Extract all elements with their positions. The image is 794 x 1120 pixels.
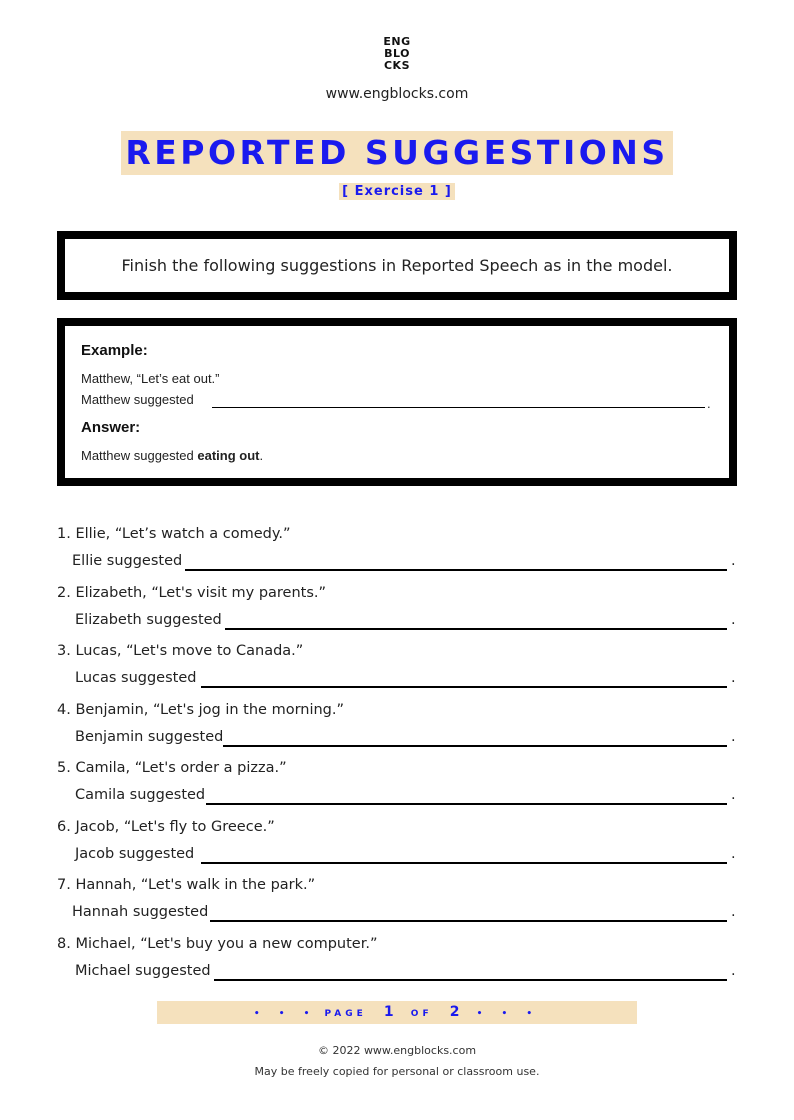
answer-line[interactable] — [225, 628, 727, 630]
answer-line[interactable] — [185, 569, 727, 571]
example-label: Example: — [81, 342, 148, 359]
question-text: 7. Hannah, “Let's walk in the park.” — [57, 877, 316, 893]
example-box — [57, 318, 737, 486]
question-text: 8. Michael, “Let's buy you a new computer.” — [57, 936, 378, 952]
question-item — [0, 702, 794, 760]
page-total: 2 — [449, 1004, 460, 1020]
question-text: 2. Elizabeth, “Let's visit my parents.” — [57, 585, 327, 601]
answer-line[interactable] — [206, 803, 727, 805]
end-period: . — [731, 670, 736, 686]
pager-dots-right: • • • — [476, 1009, 541, 1019]
answer-prefix: Matthew suggested — [81, 448, 198, 463]
question-item — [0, 526, 794, 584]
question-item — [0, 760, 794, 818]
answer-line[interactable] — [201, 862, 727, 864]
example-quote: Matthew, “Let’s eat out.” — [81, 371, 220, 386]
question-text: 5. Camila, “Let's order a pizza.” — [57, 760, 287, 776]
logo-line: CKS — [383, 59, 411, 72]
exercise-tag: [ Exercise 1 ] — [339, 183, 455, 200]
question-text: 4. Benjamin, “Let's jog in the morning.” — [57, 702, 345, 718]
answer-prompt: Jacob suggested — [75, 846, 195, 862]
answer-prompt: Michael suggested — [75, 963, 211, 979]
answer-prompt: Ellie suggested — [72, 553, 183, 569]
page-current: 1 — [383, 1004, 394, 1020]
logo-line: BLO — [384, 47, 410, 60]
end-period: . — [731, 787, 736, 803]
page-word: PAGE — [324, 1009, 367, 1019]
example-answer — [81, 448, 263, 463]
question-item — [0, 643, 794, 701]
of-word: OF — [410, 1009, 433, 1019]
answer-line[interactable] — [223, 745, 727, 747]
question-text: 3. Lucas, “Let's move to Canada.” — [57, 643, 304, 659]
question-item — [0, 585, 794, 643]
end-period: . — [731, 553, 736, 569]
usage-note: May be freely copied for personal or classroom use. — [254, 1065, 540, 1078]
page-title: REPORTED SUGGESTIONS — [121, 131, 672, 175]
engblocks-logo — [0, 36, 794, 72]
end-period: . — [731, 963, 736, 979]
end-period: . — [731, 612, 736, 628]
answer-prompt: Elizabeth suggested — [75, 612, 222, 628]
answer-line[interactable] — [210, 920, 727, 922]
answer-suffix: . — [259, 448, 264, 463]
end-period: . — [731, 729, 736, 745]
copyright: © 2022 www.engblocks.com — [317, 1044, 477, 1057]
end-period: . — [731, 904, 736, 920]
site-url[interactable]: www.engblocks.com — [325, 86, 469, 102]
example-answer-line — [212, 407, 705, 408]
question-item — [0, 819, 794, 877]
pager-dots-left: • • • — [253, 1009, 318, 1019]
answer-prompt: Camila suggested — [75, 787, 206, 803]
example-prompt: Matthew suggested — [81, 392, 194, 407]
answer-prompt: Benjamin suggested — [75, 729, 224, 745]
answer-bold: eating out — [197, 448, 260, 463]
answer-prompt: Hannah suggested — [72, 904, 209, 920]
question-text: 1. Ellie, “Let’s watch a comedy.” — [57, 526, 291, 542]
question-item — [0, 877, 794, 935]
logo-line: ENG — [383, 35, 411, 48]
page-indicator — [157, 1001, 637, 1024]
question-item — [0, 936, 794, 994]
example-end-period: . — [707, 396, 711, 411]
end-period: . — [731, 846, 736, 862]
question-text: 6. Jacob, “Let's fly to Greece.” — [57, 819, 275, 835]
instruction-box: Finish the following suggestions in Reported Speech as in the model. — [57, 231, 737, 300]
answer-line[interactable] — [201, 686, 727, 688]
answer-line[interactable] — [214, 979, 727, 981]
answer-prompt: Lucas suggested — [75, 670, 197, 686]
answer-label: Answer: — [81, 419, 141, 436]
